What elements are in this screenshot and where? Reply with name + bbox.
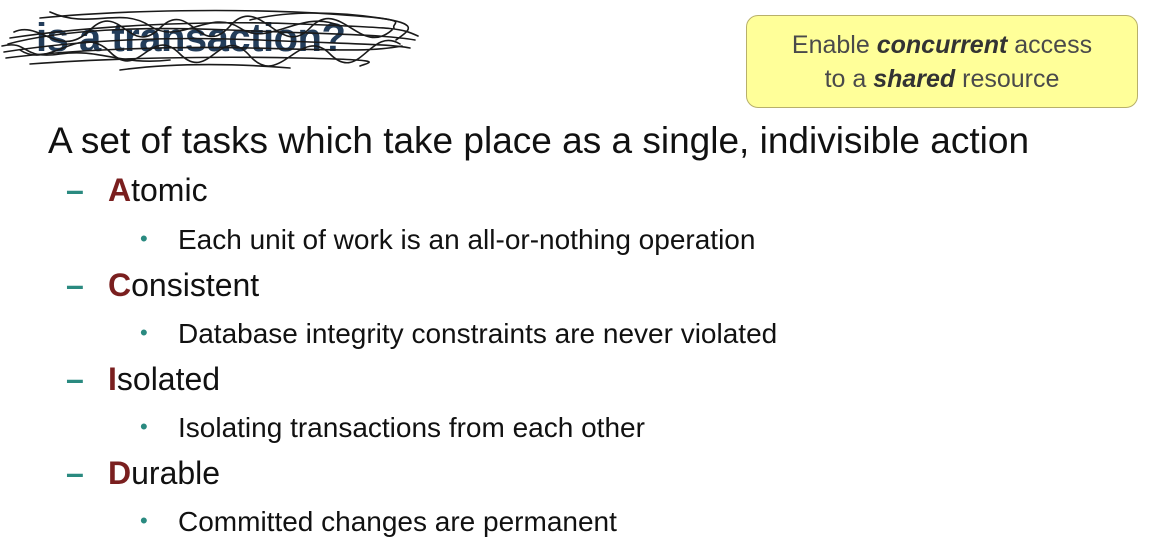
callout-box [746, 15, 1138, 108]
acid-letter: A [108, 172, 132, 208]
slide-title-struck [0, 0, 430, 78]
callout-line-1: Enable concurrent access [791, 30, 1093, 59]
callout-line-2: to a shared resource [824, 64, 1060, 93]
slide-title: is a transaction? [36, 16, 346, 60]
dash-marker: – [66, 172, 84, 208]
scribble-strikeout [0, 0, 430, 78]
acid-letter: I [108, 361, 117, 397]
property-detail-consistent: • Database integrity constraints are never violated [140, 318, 778, 349]
acid-letter: D [108, 455, 132, 491]
property-atomic: – Atomic [66, 172, 208, 208]
bullet-marker: • [140, 320, 148, 345]
acid-letter: C [108, 267, 132, 303]
dash-marker: – [66, 455, 84, 491]
lead-statement: A set of tasks which take place as a single, indivisible action [48, 120, 1030, 161]
bullet-marker: • [140, 226, 148, 251]
bullet-marker: • [140, 414, 148, 439]
property-detail-atomic: • Each unit of work is an all-or-nothing operation [140, 224, 756, 255]
property-detail-isolated: • Isolating transactions from each other [140, 412, 645, 443]
property-isolated: – Isolated [66, 361, 221, 397]
property-durable: – Durable [66, 455, 221, 491]
property-detail-durable: • Committed changes are permanent [140, 506, 617, 537]
bullet-marker: • [140, 508, 148, 533]
dash-marker: – [66, 361, 84, 397]
dash-marker: – [66, 267, 84, 303]
property-consistent: – Consistent [66, 267, 260, 303]
